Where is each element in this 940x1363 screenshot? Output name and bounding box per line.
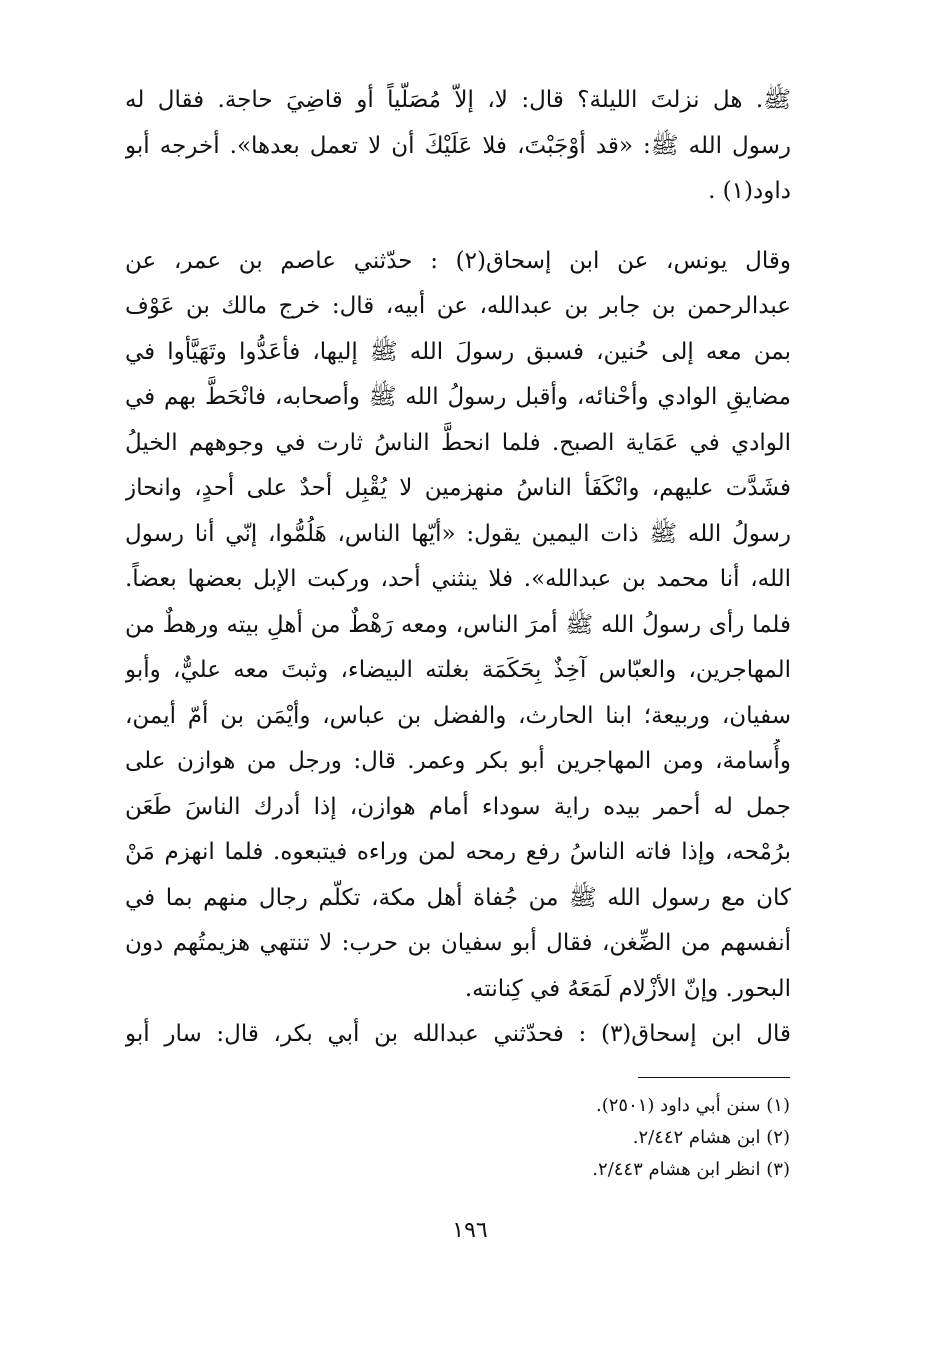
- text-line: أنفسهم من الضِّغن، فقال أبو سفيان بن حرب: لا تنتهي هزيمتُهم دون: [125, 930, 791, 956]
- footnote-separator: [638, 1077, 790, 1078]
- text-line: جمل له أحمر بيده راية سوداء أمام هوازن، إذا أدرك الناسَ طَعَن: [125, 793, 791, 820]
- text-line: وأُسامة، ومن المهاجرين أبو بكر وعمر. قال: ورجل من هوازن على: [125, 748, 791, 774]
- body-text: [125, 78, 791, 1058]
- text-line: البحور. وإنّ الأزْلام لَمَعَهُ في كِنانته.: [464, 975, 791, 1002]
- text-line: داود(١) .: [708, 178, 791, 204]
- text-line: رسولُ الله ﷺ ذات اليمين يقول: «أيّها الناس، هَلُمُّوا، إنّي أنا رسول: [125, 520, 791, 547]
- text-line: سفيان، وربيعة؛ ابنا الحارث، والفضل بن عباس، وأيْمَن بن أمّ أيمن،: [125, 702, 791, 729]
- text-line: ﷺ. هل نزلتَ الليلة؟ قال: لا، إلاّ مُصَلّياً أو قاضِيَ حاجة. فقال له: [125, 87, 791, 113]
- text-line: رسول الله ﷺ: «قد أوْجَبْتَ، فلا عَلَيْكَ أن لا تعمل بعدها». أخرجه أبو: [125, 132, 791, 159]
- text-line: فشَدَّت عليهم، وانْكَفَأ الناسُ منهزمين لا يُقْبِل أحدٌ على أحدٍ، وانحاز: [125, 475, 791, 501]
- footnotes: [400, 1090, 790, 1186]
- text-line: مضايقِ الوادي وأحْنائه، وأقبل رسولُ الله ﷺ وأصحابه، فانْحَطَّ بهم في: [125, 384, 791, 410]
- text-line: الوادي في عَمَاية الصبح. فلما انحطَّ الناسُ ثارت في وجوههم الخيلُ: [125, 429, 791, 456]
- paragraph-gap: [125, 215, 791, 239]
- footnote: (٣) انظر ابن هشام ٢/٤٤٣.: [592, 1159, 790, 1180]
- text-line: قال ابن إسحاق(٣) : فحدّثني عبدالله بن أبي بكر، قال: سار أبو: [125, 1021, 791, 1047]
- page-number: ١٩٦: [452, 1218, 488, 1243]
- text-line: المهاجرين، والعبّاس آخِذٌ بِحَكَمَة بغلته البيضاء، وثبتَ معه عليٌّ، وأبو: [125, 657, 791, 683]
- text-line: الله، أنا محمد بن عبدالله». فلا ينثني أحد، وركبت الإبل بعضها بعضاً.: [125, 566, 791, 592]
- text-line: كان مع رسول الله ﷺ من جُفاة أهل مكة، تكلّم رجال منهم بما في: [125, 884, 791, 911]
- text-line: فلما رأى رسولُ الله ﷺ أمرَ الناس، ومعه رَهْطٌ من أهلِ بيته ورهطٌ من: [125, 611, 791, 638]
- text-line: عبدالرحمن بن جابر بن عبدالله، عن أبيه، قال: خرج مالك بن عَوْف: [125, 293, 791, 319]
- text-line: بمن معه إلى حُنين، فسبق رسولَ الله ﷺ إليها، فأعَدُّوا وتَهَيَّأوا في: [125, 338, 791, 365]
- footnote: (٢) ابن هشام ٢/٤٤٢.: [632, 1127, 790, 1148]
- text-line: برُمْحه، وإذا فاته الناسُ رفع رمحه لمن وراءه فيتبعوه. فلما انهزم مَنْ: [125, 839, 791, 865]
- footnote: (١) سنن أبي داود (٢٥٠١).: [595, 1095, 790, 1116]
- text-line: وقال يونس، عن ابن إسحاق(٢) : حدّثني عاصم بن عمر، عن: [125, 247, 791, 274]
